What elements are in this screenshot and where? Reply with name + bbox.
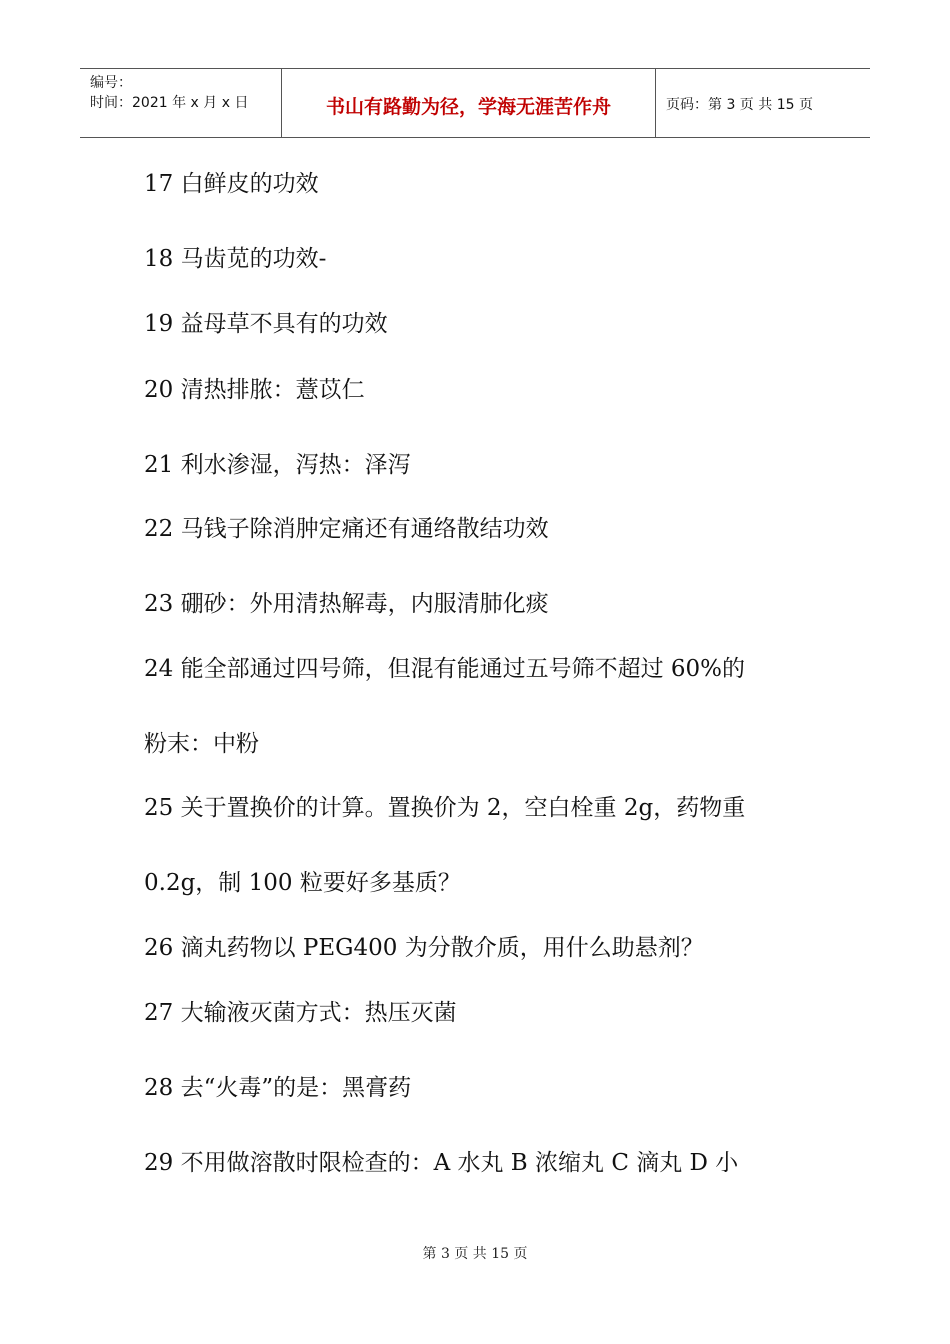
header-meta	[80, 69, 282, 137]
header-motto: 书山有路勤为径，学海无涯苦作舟	[282, 69, 656, 137]
time-label: 时间：2021 年 x 月 x 日	[90, 95, 249, 111]
text-line: 17 白鲜皮的功效	[144, 171, 319, 197]
text-line: 21 利水渗湿，泻热：泽泻	[144, 452, 411, 478]
page-header	[80, 68, 870, 138]
text-line: 22 马钱子除消肿定痛还有通络散结功效	[144, 516, 549, 542]
text-line: 27 大输液灭菌方式：热压灭菌	[144, 1000, 457, 1026]
text-line: 20 清热排脓：薏苡仁	[144, 377, 365, 403]
text-line: 粉末：中粉	[144, 731, 259, 757]
text-line: 23 硼砂：外用清热解毒，内服清肺化痰	[144, 591, 549, 617]
text-line: 29 不用做溶散时限检查的：A 水丸 B 浓缩丸 C 滴丸 D 小	[144, 1150, 739, 1176]
text-line: 19 益母草不具有的功效	[144, 311, 388, 337]
text-line: 28 去“火毒”的是：黑膏药	[144, 1075, 412, 1101]
text-line: 24 能全部通过四号筛，但混有能通过五号筛不超过 60%的	[144, 656, 746, 682]
header-page-info: 页码：第 3 页 共 15 页	[666, 97, 813, 113]
text-line: 26 滴丸药物以 PEG400 为分散介质，用什么助悬剂？	[144, 935, 704, 961]
text-line: 25 关于置换价的计算。置换价为 2，空白栓重 2g，药物重	[144, 795, 746, 821]
page-footer: 第 3 页 共 15 页	[422, 1246, 528, 1262]
text-line: 0.2g，制 100 粒要好多基质？	[144, 870, 461, 896]
number-label: 编号：	[90, 75, 132, 91]
text-line: 18 马齿苋的功效-	[144, 246, 327, 272]
